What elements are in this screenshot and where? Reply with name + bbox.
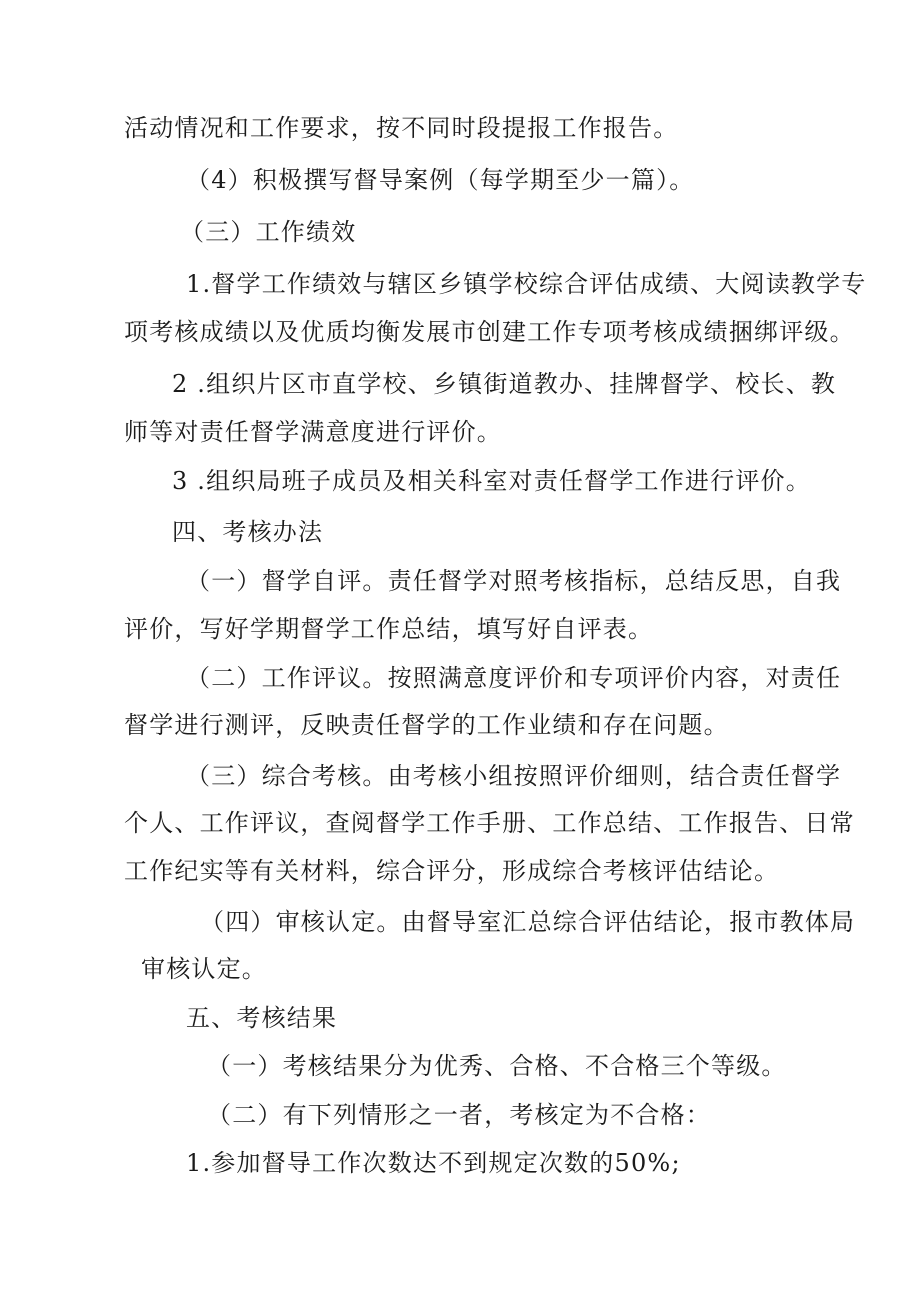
section-heading-work-performance: （三）工作绩效 xyxy=(180,218,357,246)
text-line-6: 2 .组织片区市直学校、乡镇街道教办、挂牌督学、校长、教 xyxy=(172,370,837,398)
text-line-11: 评价，写好学期督学工作总结，填写好自评表。 xyxy=(124,615,654,643)
section-heading-assessment-results: 五、考核结果 xyxy=(186,1004,338,1032)
text-line-2: （4）积极撰写督导案例（每学期至少一篇）。 xyxy=(186,166,695,194)
text-line-13: 督学进行测评，反映责任督学的工作业绩和存在问题。 xyxy=(124,711,729,739)
text-line-15: 个人、工作评议，查阅督学工作手册、工作总结、工作报告、日常 xyxy=(124,809,855,837)
text-line-22: 1.参加督导工作次数达不到规定次数的50%; xyxy=(186,1149,681,1177)
text-line-14: （三）综合考核。由考核小组按照评价细则，结合责任督学 xyxy=(186,762,842,790)
text-line-5: 项考核成绩以及优质均衡发展市创建工作专项考核成绩捆绑评级。 xyxy=(124,318,855,346)
text-line-18: 审核认定。 xyxy=(141,955,267,983)
text-line-21: （二）有下列情形之一者，考核定为不合格： xyxy=(207,1101,711,1129)
text-line-8: 3 .组织局班子成员及相关科室对责任督学工作进行评价。 xyxy=(172,467,811,495)
text-line-4: 1.督学工作绩效与辖区乡镇学校综合评估成绩、大阅读教学专 xyxy=(186,270,867,298)
text-line-17: （四）审核认定。由督导室汇总综合评估结论，报市教体局 xyxy=(200,908,856,936)
section-heading-assessment-methods: 四、考核办法 xyxy=(172,518,324,546)
text-line-16: 工作纪实等有关材料，综合评分，形成综合考核评估结论。 xyxy=(124,857,780,885)
text-line-7: 师等对责任督学满意度进行评价。 xyxy=(124,418,502,446)
text-line-12: （二）工作评议。按照满意度评价和专项评价内容，对责任 xyxy=(186,664,842,692)
text-line-1: 活动情况和工作要求，按不同时段提报工作报告。 xyxy=(124,114,679,142)
text-line-20: （一）考核结果分为优秀、合格、不合格三个等级。 xyxy=(207,1052,787,1080)
text-line-10: （一）督学自评。责任督学对照考核指标，总结反思，自我 xyxy=(186,567,842,595)
